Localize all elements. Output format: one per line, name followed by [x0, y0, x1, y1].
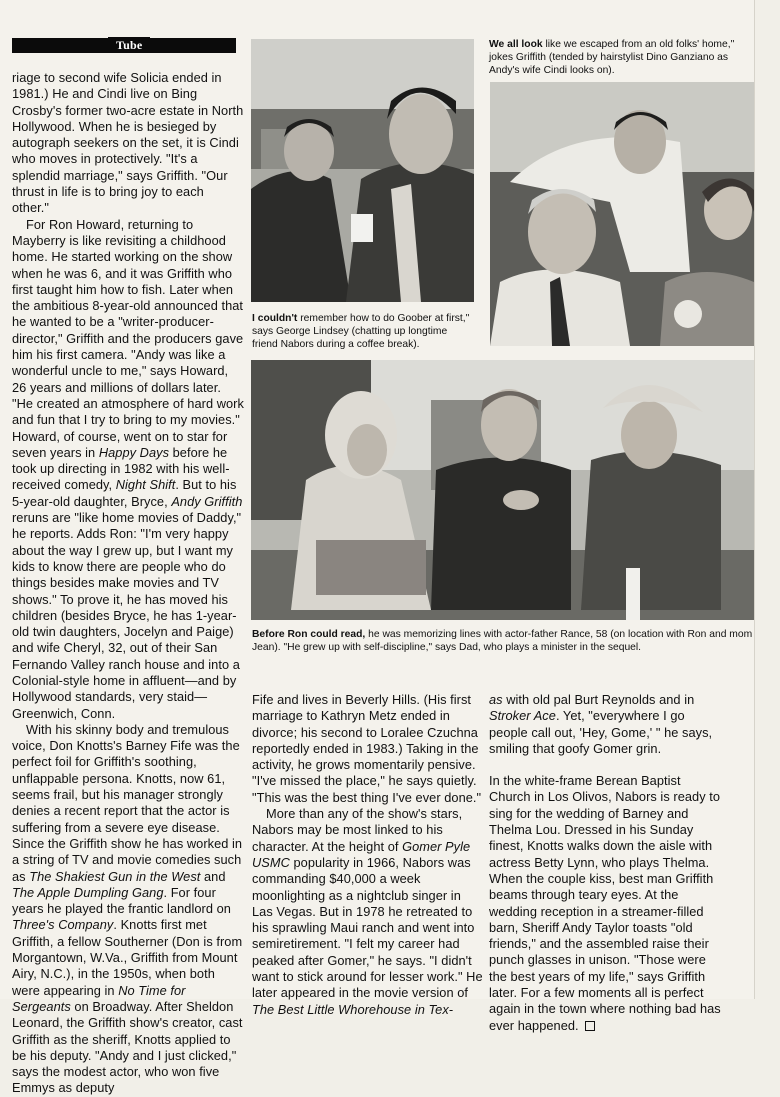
- article-column-1: [12, 70, 244, 1097]
- caption-text: remember how to do Goober at first," says George Lindsey (chatting up longtime friend Nabors during a coffee break).: [252, 313, 470, 350]
- photo-griffith-hairstylist: [490, 82, 754, 346]
- paragraph: riage to second wife Solicia ended in 1981.) He and Cindi live on Bing Crosby's former two-acre estate in North Hollywood. When he is besieged by autograph seekers on the set, it is Cindi who moves in protectively. "It's a splendid marriage," says Griffith. "Our thrust in life is to bring joy to each other.": [12, 70, 244, 216]
- caption-griffith: [489, 39, 754, 77]
- caption-lead: Before Ron could read,: [252, 629, 366, 640]
- paragraph: With his skinny body and tremulous voice, Don Knotts's Barney Fife was the perfect foil for Griffith's soothing, unflappable persona. Knotts, now 61, seems frail, but his manager strongly denies a recent report that the actor is suffering from a severe eye disease. Since the Griffith show he has worked in a string of TV and movie comedies such as The Shakiest Gun in the West and The Apple Dumpling Gang. For four years he played the frantic landlord on Three's Company. Knotts first met Griffith, a fellow Southerner (Don is from Morgantown, W.Va., Griffith from Mount Airy, N.C.), in the 1950s, when both were appearing in No Time for Sergeants on Broadway. After Sheldon Leonard, the Griffith show's creator, cast Griffith as the sheriff, Knotts applied to be his deputy. "Andy and I just clicked," says the modest actor, who won five Emmys as deputy: [12, 721, 243, 1096]
- paragraph: More than any of the show's stars, Nabors may be most linked to his character. At the height of Gomer Pyle USMC popularity in 1966, Nabors was commanding $40,000 a week moonlighting as a nightclub singer in Las Vegas. But in 1978 he retreated to his sprawling Maui ranch and went into semiretirement. "I felt my career had peaked after Gomer," he says. "I didn't want to stick around for lesser work." He later appeared in the movie version of The Best Little Whorehouse in Tex-: [252, 806, 483, 1017]
- caption-text: like we escaped from an old folks' home," jokes Griffith (tended by hairstylist Dino Ganziano as Andy's wife Cindi looks on).: [489, 39, 735, 76]
- caption-ron: [252, 629, 754, 655]
- photo-lindsey-nabors: [251, 39, 474, 302]
- caption-lead: I couldn't: [252, 313, 298, 324]
- end-mark-icon: [585, 1021, 595, 1031]
- caption-lindsey: [252, 313, 474, 351]
- paragraph: Fife and lives in Beverly Hills. (His first marriage to Kathryn Metz ended in divorce; his second to Loralee Czuchna reportedly ended in 1983.) Taking in the activity, he grows momentarily pensive. "I've missed the place," he says quietly. "This was the best thing I've ever done.": [252, 692, 482, 805]
- section-header-bar: [12, 38, 236, 53]
- photo-ron-howard-parents: [251, 360, 754, 620]
- paragraph: For Ron Howard, returning to Mayberry is like revisiting a childhood home. He started working on the show when he was 6, and it was Griffith who first taught him how to fish. Later when the ambitious 8-year-old announced that he wanted to be a "writer-producer-director," Griffith and the producers gave him his first camera. "Andy was like a wonderful uncle to me," says Howard, 26 years and millions of dollars later. "He created an atmosphere of hard work and fun that I try to bring to my movies." Howard, of course, went on to star for seven years in Happy Days before he took up directing in 1982 with his well-received comedy, Night Shift. But to his 5-year-old daughter, Bryce, Andy Griffith reruns are "like home movies of Daddy," he reports. Adds Ron: "I'm very happy about the way I grew up, but I want my kids to know there are people who do things besides make movies and TV shows." To prove it, he has moved his children (besides Bryce, he has 1-year-old twin daughters, Jocelyn and Paige) and wife Cheryl, 32, out of their San Fernando Valley ranch house and into a Colonial-style home in affluent—and by Hollywood standards, very staid—Greenwich, Conn.: [12, 216, 244, 721]
- paragraph: as with old pal Burt Reynolds and in Stroker Ace. Yet, "everywhere I go people call out, 'Hey, Gome,' " he says, smiling that goofy Gomer grin.: [489, 692, 713, 756]
- paragraph-final: In the white-frame Berean Baptist Church in Los Olivos, Nabors is ready to sing for the wedding of Barney and Thelma Lou. Dressed in his Sunday finest, Knotts walks down the aisle with actress Betty Lynn, who plays Thelma. When the couple kiss, best man Griffith beams through teary eyes. At the wedding reception in a streamer-filled barn, Sheriff Andy Taylor toasts "old friends," and the assembled raise their punch glasses in unison. "Those were the best years of my life," says Griffith later. For a few moments all is perfect again in the town where nothing bad has ever happened.: [489, 773, 721, 1033]
- caption-lead: We all look: [489, 39, 543, 50]
- article-column-2: [252, 692, 484, 1018]
- article-column-3: [489, 692, 721, 1034]
- caption-text: he was memorizing lines with actor-father Rance, 58 (on location with Ron and mom Jean). "He grew up with self-discipline," says Dad, who plays a minister in the sequel.: [252, 629, 753, 653]
- section-label: Tube: [108, 37, 150, 53]
